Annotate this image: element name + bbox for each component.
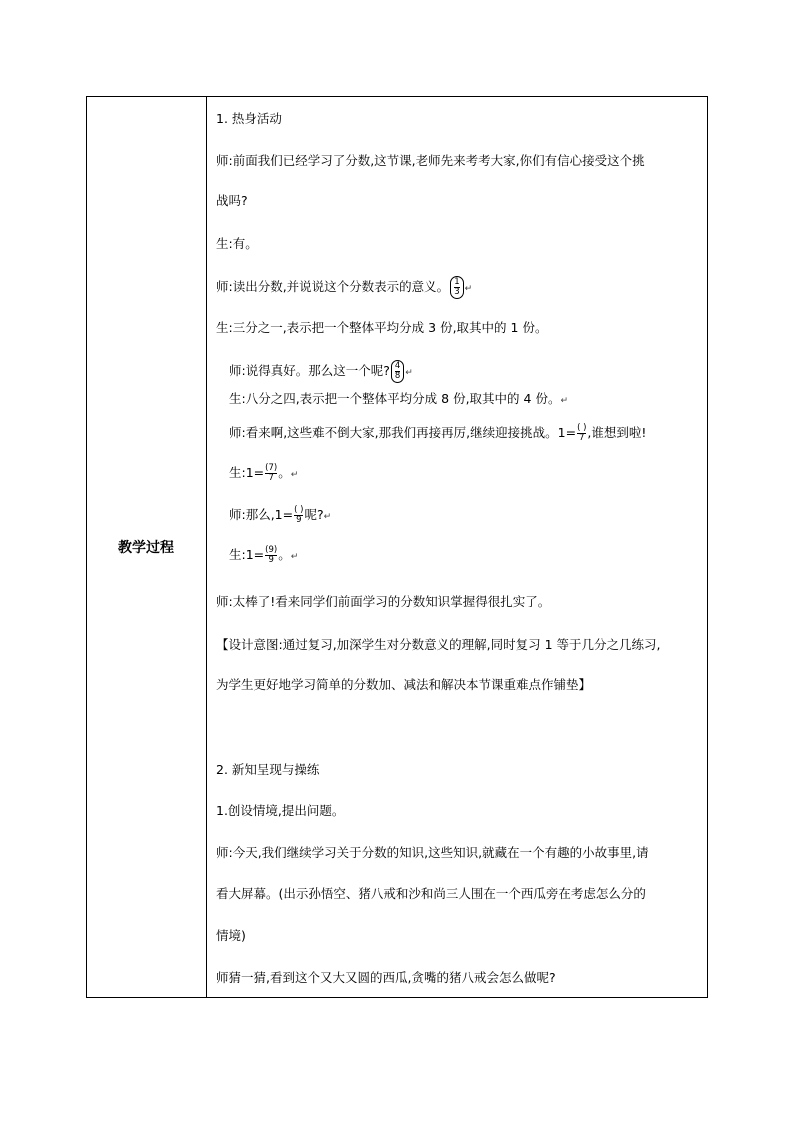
text-line-with-fraction bbox=[229, 546, 298, 565]
text-line: 1.创设情境,提出问题。 bbox=[216, 803, 345, 818]
text-line bbox=[229, 391, 568, 409]
text-line: 生:有。 bbox=[216, 236, 258, 251]
fraction-denominator: 9 bbox=[265, 555, 277, 565]
text-line-with-fraction bbox=[229, 360, 413, 383]
fraction-four-eighths bbox=[391, 360, 404, 383]
text-line: 看大屏幕。(出示孙悟空、猪八戒和沙和尚三人围在一个西瓜旁在考虑怎么分的 bbox=[216, 886, 646, 901]
fraction-denominator: 7 bbox=[579, 433, 585, 443]
text-line-with-fraction bbox=[229, 424, 646, 443]
design-intent-line: 为学生更好地学习简单的分数加、减法和解决本节课重难点作铺垫】 bbox=[216, 677, 592, 692]
fraction-denominator: 9 bbox=[296, 515, 302, 525]
fraction-numerator: ( ) bbox=[294, 505, 304, 515]
fraction-denominator: 8 bbox=[394, 371, 401, 381]
text-line-with-fraction bbox=[229, 464, 298, 483]
text-segment: 师:看来啊,这些难不倒大家,那我们再接再厉,继续迎接挑战。1= bbox=[229, 425, 577, 440]
text-segment: 。 bbox=[278, 465, 291, 480]
fraction-numerator: ( ) bbox=[577, 423, 587, 433]
text-line: 战吗? bbox=[216, 193, 248, 208]
fraction-blank-seventh bbox=[577, 424, 586, 443]
fraction-one-third bbox=[450, 276, 463, 299]
paragraph-mark: ↵ bbox=[290, 470, 299, 480]
paragraph-mark: ↵ bbox=[290, 552, 299, 562]
text-segment: 。 bbox=[278, 547, 291, 562]
column-divider bbox=[206, 96, 207, 998]
design-intent-line: 【设计意图:通过复习,加深学生对分数意义的理解,同时复习 1 等于几分之几练习, bbox=[216, 637, 661, 652]
text-line: 生:三分之一,表示把一个整体平均分成 3 份,取其中的 1 份。 bbox=[216, 320, 548, 335]
fraction-blank-ninth bbox=[294, 506, 303, 525]
fraction-seven-sevenths bbox=[265, 464, 277, 483]
heading-warmup: 1. 热身活动 bbox=[216, 111, 282, 126]
fraction-numerator: (9) bbox=[265, 545, 278, 555]
text-line-with-fraction bbox=[216, 276, 472, 299]
fraction-numerator: 1 bbox=[454, 277, 460, 287]
text-segment: ,谁想到啦! bbox=[587, 425, 647, 440]
fraction-denominator: 3 bbox=[454, 287, 460, 297]
text-segment: 师:读出分数,并说说这个分数表示的意义。 bbox=[216, 279, 450, 294]
fraction-numerator: 4 bbox=[394, 361, 401, 371]
text-segment: 呢? bbox=[304, 507, 324, 522]
text-line: 情境) bbox=[216, 928, 246, 943]
text-segment: 生:1= bbox=[229, 465, 265, 480]
text-segment: 生:1= bbox=[229, 547, 265, 562]
text-segment: 师:那么,1= bbox=[229, 507, 294, 522]
section-label-cell bbox=[86, 96, 206, 998]
fraction-denominator: 7 bbox=[265, 473, 277, 483]
text-line: 师:今天,我们继续学习关于分数的知识,这些知识,就藏在一个有趣的小故事里,请 bbox=[216, 845, 649, 860]
section-label: 教学过程 bbox=[118, 540, 174, 556]
fraction-nine-ninths bbox=[265, 546, 277, 565]
paragraph-mark: ↵ bbox=[560, 396, 569, 406]
text-segment: 生:八分之四,表示把一个整体平均分成 8 份,取其中的 4 份。 bbox=[229, 391, 561, 406]
paragraph-mark: ↵ bbox=[405, 368, 413, 378]
paragraph-mark: ↵ bbox=[323, 512, 332, 522]
text-line-with-fraction bbox=[229, 506, 331, 525]
text-line: 师:前面我们已经学习了分数,这节课,老师先来考考大家,你们有信心接受这个挑 bbox=[216, 153, 645, 168]
paragraph-mark: ↵ bbox=[464, 284, 473, 294]
fraction-numerator: (7) bbox=[265, 463, 278, 473]
text-segment: 师:说得真好。那么这一个呢? bbox=[229, 363, 390, 378]
heading-new-knowledge: 2. 新知呈现与操练 bbox=[216, 762, 320, 777]
text-line: 师猜一猜,看到这个又大又圆的西瓜,贪嘴的猪八戒会怎么做呢? bbox=[216, 970, 556, 985]
text-line: 师:太棒了!看来同学们前面学习的分数知识掌握得很扎实了。 bbox=[216, 594, 551, 609]
